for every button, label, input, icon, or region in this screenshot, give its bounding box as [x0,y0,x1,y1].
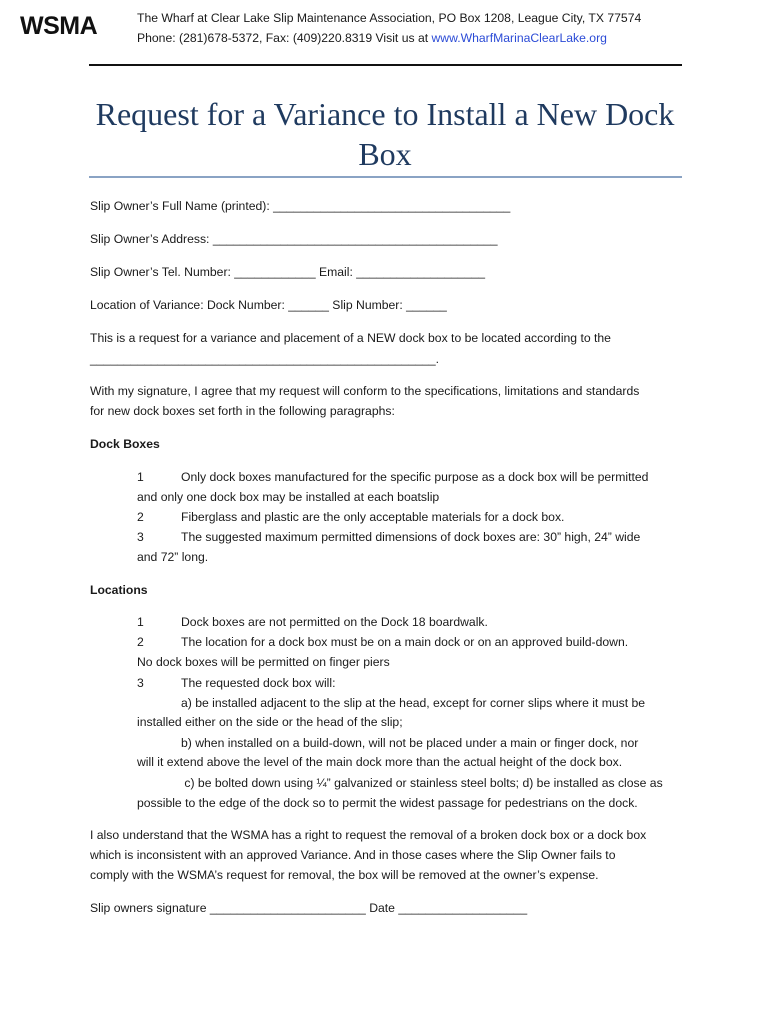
item-text-cont: and only one dock box may be installed at each boatslip [137,490,440,504]
signature-date-field[interactable]: Slip owners signature _______________________ Date ___________________ [90,901,528,915]
request-blank[interactable]: ___________________________________________________. [90,352,440,366]
closing-text-3: comply with the WSMA’s request for removal, the box will be removed at the owner’s expense. [90,868,599,882]
website-link[interactable]: www.WharfMarinaClearLake.org [431,31,607,45]
title-divider [89,176,682,178]
full-name-field[interactable]: Slip Owner’s Full Name (printed): ___________________________________ [90,199,511,213]
closing-text: I also understand that the WSMA has a right to request the removal of a broken dock box or a dock box [90,828,647,842]
sub-item-c-cont: possible to the edge of the dock so to permit the widest passage for pedestrians on the dock. [137,796,638,810]
item-text: The location for a dock box must be on a main dock or on an approved build-down. [181,635,629,649]
item-text-cont: and 72” long. [137,550,209,564]
item-number: 3 [137,676,144,690]
item-number: 1 [137,470,144,484]
location-field[interactable]: Location of Variance: Dock Number: ______ Slip Number: ______ [90,298,447,312]
closing-text-2: which is inconsistent with an approved Variance. And in those cases where the Slip Owner fails to [90,848,616,862]
request-text: This is a request for a variance and placement of a NEW dock box to be located according to the [90,331,611,345]
header-contact [137,31,607,45]
item-number: 3 [137,530,144,544]
agreement-text: With my signature, I agree that my request will conform to the specifications, limitations and standards [90,384,640,398]
item-text: Dock boxes are not permitted on the Dock 18 boardwalk. [181,615,488,629]
header-phone: Phone: (281)678-5372, Fax: (409)220.8319 Visit us at [137,31,432,45]
header-address: The Wharf at Clear Lake Slip Maintenance Association, PO Box 1208, League City, TX 77574 [137,11,642,25]
agreement-text-cont: for new dock boxes set forth in the following paragraphs: [90,404,395,418]
header-divider [89,64,682,66]
item-number: 2 [137,635,144,649]
item-number: 1 [137,615,144,629]
locations-heading: Locations [90,583,148,597]
sub-item-a: a) be installed adjacent to the slip at the head, except for corner slips where it must be [181,696,646,710]
item-text: The suggested maximum permitted dimensions of dock boxes are: 30” high, 24” wide [181,530,641,544]
sub-item-c: c) be bolted down using ¼” galvanized or stainless steel bolts; d) be installed as close as [181,776,663,790]
item-text: Fiberglass and plastic are the only acceptable materials for a dock box. [181,510,565,524]
address-field[interactable]: Slip Owner’s Address: __________________________________________ [90,232,498,246]
item-text: The requested dock box will: [181,676,336,690]
sub-item-b-cont: will it extend above the level of the main dock more than the actual height of the dock box. [137,755,623,769]
tel-email-field[interactable]: Slip Owner’s Tel. Number: ____________ Email: ___________________ [90,265,486,279]
dock-boxes-heading: Dock Boxes [90,437,160,451]
item-text: Only dock boxes manufactured for the specific purpose as a dock box will be permitted [181,470,649,484]
sub-item-b: b) when installed on a build-down, will not be placed under a main or finger dock, nor [181,736,639,750]
item-number: 2 [137,510,144,524]
sub-item-a-cont: installed either on the side or the head of the slip; [137,715,403,729]
page-title: Request for a Variance to Install a New Dock Box [95,96,675,172]
item-text-cont: No dock boxes will be permitted on finger piers [137,655,390,669]
wsma-logo: WSMA [20,12,98,40]
